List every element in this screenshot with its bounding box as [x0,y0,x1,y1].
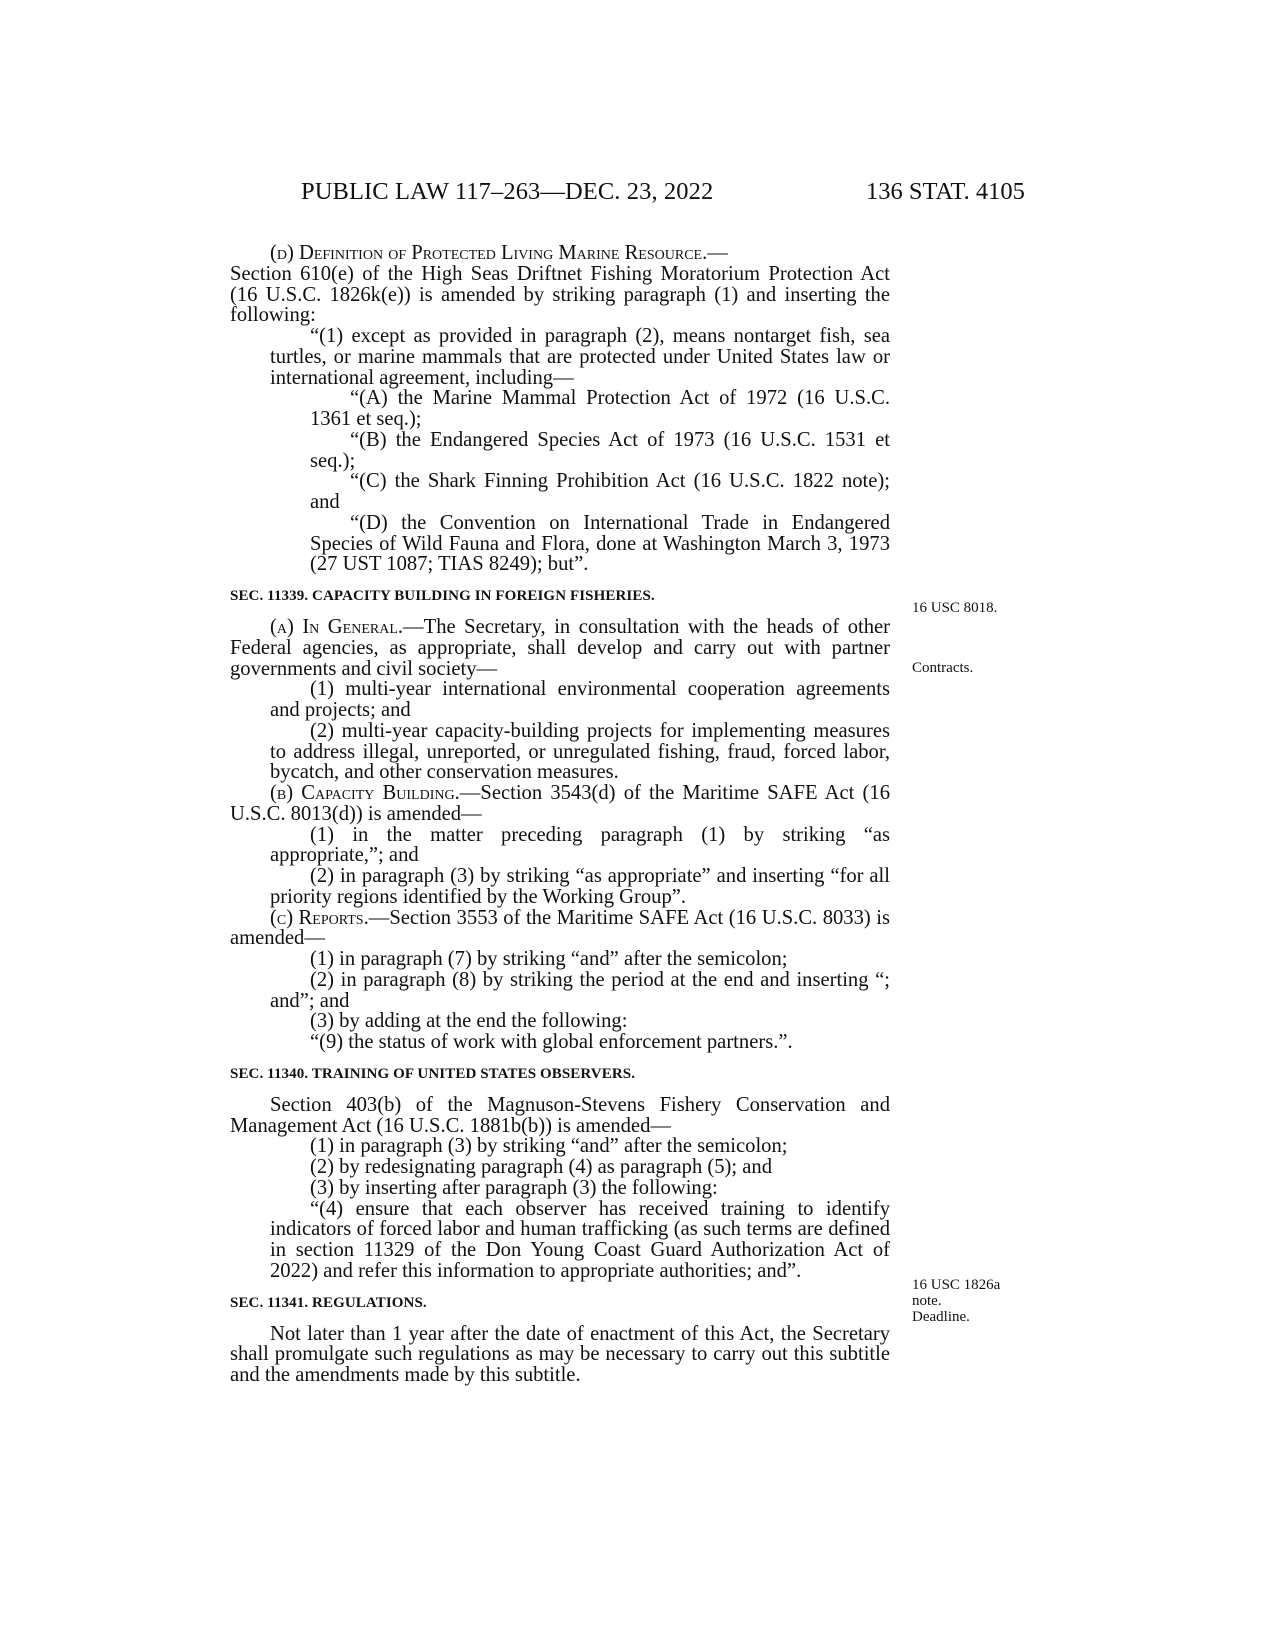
subsection-c-2: (2) in paragraph (8) by striking the period at the end and inserting “; and”; and [270,968,890,1012]
subsection-a-2: (2) multi-year capacity-building projects for implementing measures to address illegal, unreported, or unregulated fishing, fraud, forced labor, bycatch, and other conservation measures. [270,719,890,784]
subsection-c-3: (3) by adding at the end the following: [310,1010,628,1033]
section-11340-heading: SEC. 11340. TRAINING OF UNITED STATES OBSERVERS. [230,1065,636,1082]
subparagraph-d: “(D) the Convention on International Trade in Endangered Species of Wild Fauna and Flora, done at Washington March 3, 1973 (27 UST 1087; TIAS 8249); but”. [310,511,890,576]
subsection-c-1: (1) in paragraph (7) by striking “and” after the semicolon; [310,948,788,970]
subsection-c-9: “(9) the status of work with global enforcement partners.”. [310,1031,793,1053]
subsection-b-1: (1) in the matter preceding paragraph (1) by striking “as appropriate,”; and [270,823,890,867]
section-11341-heading: SEC. 11341. REGULATIONS. [230,1294,427,1311]
section-11340-intro: Section 403(b) of the Magnuson-Stevens Fishery Conservation and Management Act (16 U.S.C. 1881b(b)) is amended— [230,1093,890,1137]
subsection-a-1: (1) multi-year international environmental cooperation agreements and projects; and [270,678,890,721]
subparagraph-a: “(A) the Marine Mammal Protection Act of 1972 (16 U.S.C. 1361 et seq.); [310,387,890,430]
sidenote-contracts: Contracts. [912,660,974,676]
section-11340-1: (1) in paragraph (3) by striking “and” after the semicolon; [310,1135,788,1158]
subsection-a: (a) In General.—The Secretary, in consultation with the heads of other Federal agencies, as appropriate, shall develop and carry out with partner governments and civil society— [230,616,891,680]
running-head-title: PUBLIC LAW 117–263—DEC. 23, 2022 [301,178,714,205]
section-11341-text: Not later than 1 year after the date of enactment of this Act, the Secretary shall promulgate such regulations as may be necessary to carry out this subtitle and the amendments made by this subtitle. [230,1322,890,1386]
subparagraph-c: “(C) the Shark Finning Prohibition Act (16 U.S.C. 1822 note); and [310,470,890,513]
page-number: 136 STAT. 4105 [866,178,1025,205]
subparagraph-b: “(B) the Endangered Species Act of 1973 (16 U.S.C. 1531 et seq.); [310,428,890,472]
subsection-b-2: (2) in paragraph (3) by striking “as appropriate” and inserting “for all priority regions identified by the Working Group”. [270,865,890,908]
section-11340-4: “(4) ensure that each observer has received training to identify indicators of forced labor and human trafficking (as such terms are defined in section 11329 of the Don Young Coast Guard Authorization Act of 2022) and refer this information to appropriate authorities; and”. [270,1197,890,1282]
subsection-c: (c) Reports.—Section 3553 of the Maritime SAFE Act (16 U.S.C. 8033) is amended— [230,906,890,950]
section-11340-2: (2) by redesignating paragraph (4) as paragraph (5); and [310,1156,773,1178]
running-header [0,178,1275,218]
subsection-d-heading: (d) Definition of Protected Living Marine Resource.— [270,242,728,264]
paragraph-1: “(1) except as provided in paragraph (2), means nontarget fish, sea turtles, or marine mammals that are protected under United States law or international agreement, including— [270,325,890,389]
sidenote-deadline: Deadline. [912,1309,970,1325]
body-text [230,243,890,1386]
sidenote-16-usc-8018: 16 USC 8018. [912,600,998,616]
section-11340-3: (3) by inserting after paragraph (3) the following: [310,1176,718,1199]
subsection-b: (b) Capacity Building.—Section 3543(d) of the Maritime SAFE Act (16 U.S.C. 8013(d)) is amended— [230,782,891,825]
sidenote-note: note. [912,1293,942,1309]
subsection-d-text: Section 610(e) of the High Seas Driftnet Fishing Moratorium Protection Act (16 U.S.C. 1826k(e)) is amended by striking paragraph (1) and inserting the following: [230,262,890,327]
sidenote-16-usc-1826a: 16 USC 1826a [912,1277,1001,1293]
section-11339-heading: SEC. 11339. CAPACITY BUILDING IN FOREIGN FISHERIES. [230,588,655,604]
